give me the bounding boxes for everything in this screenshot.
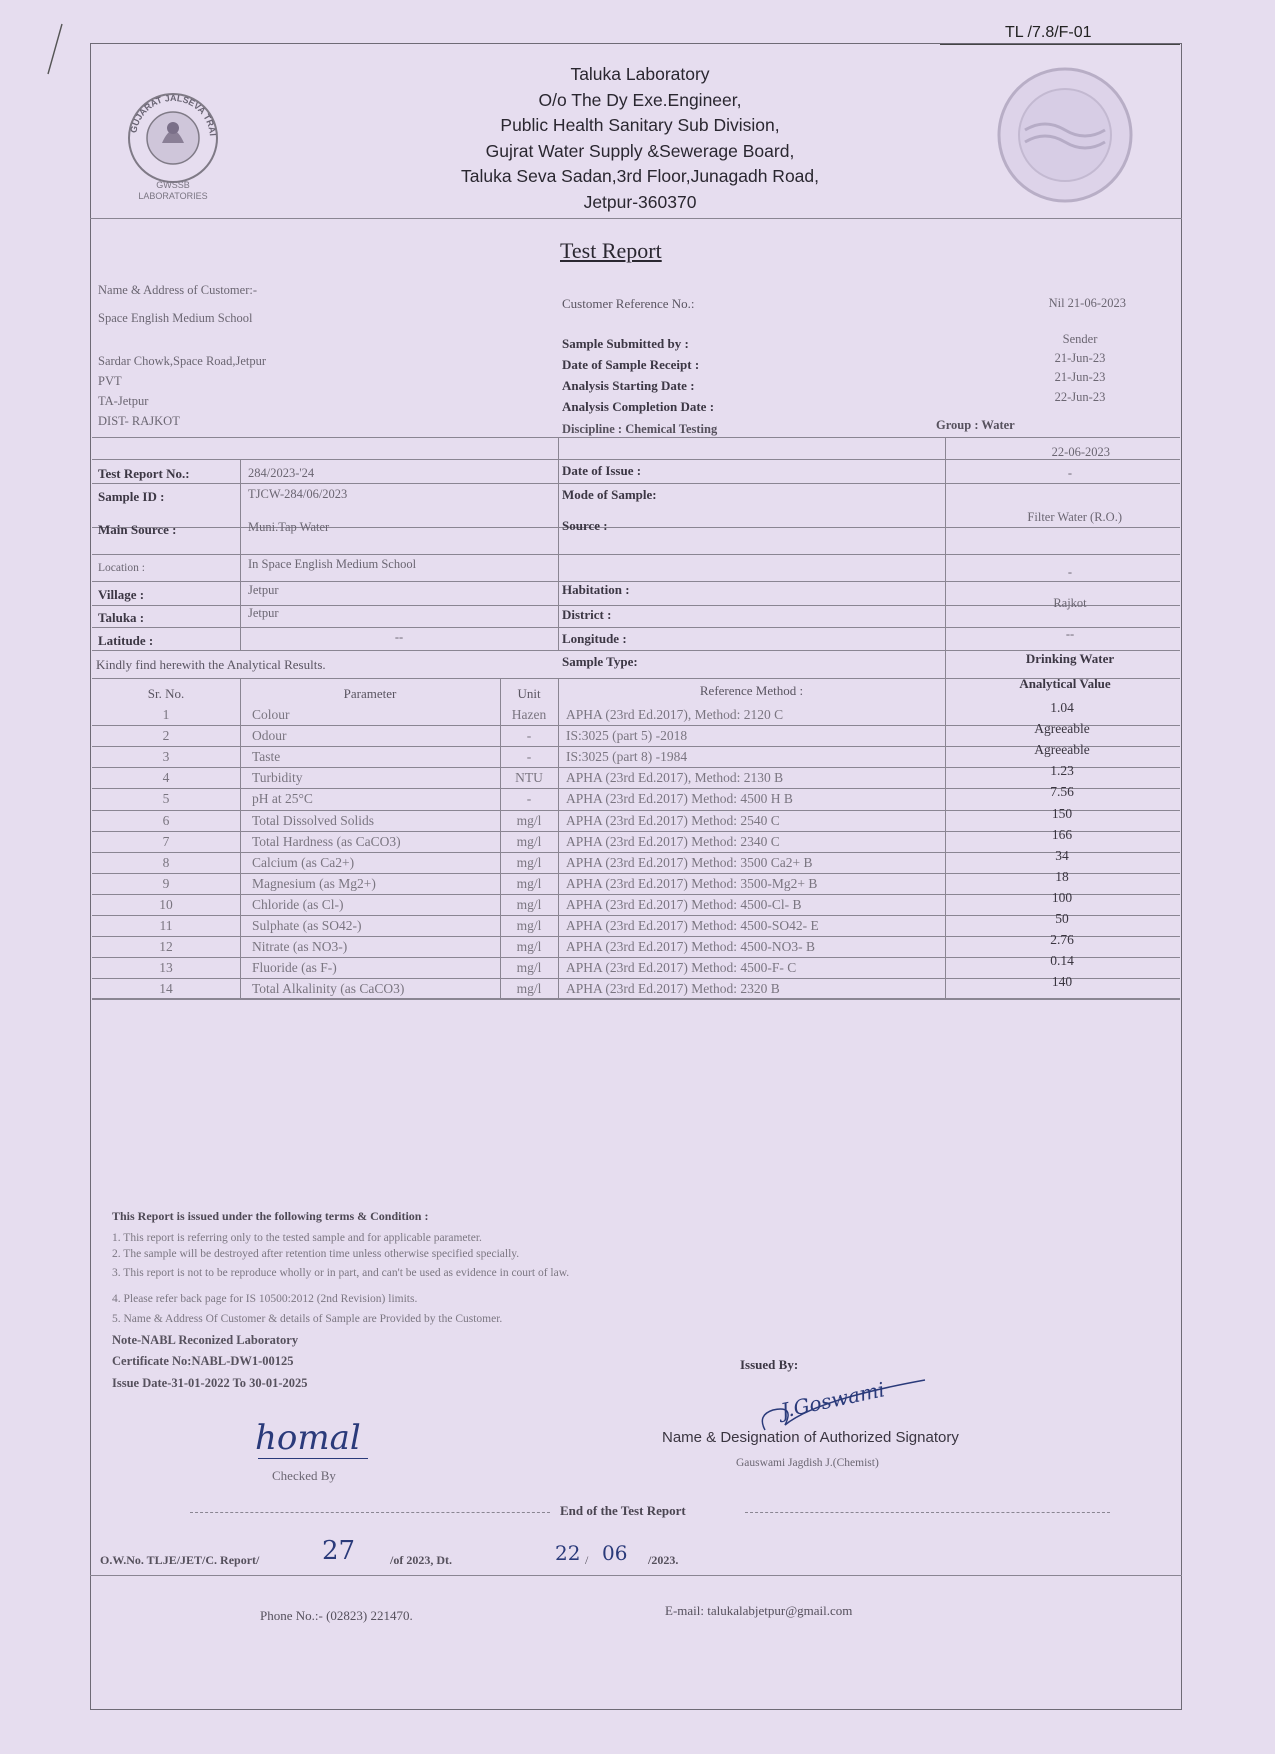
longitude-label: Longitude : [562,631,627,646]
row-sr-no: 5 [162,791,170,807]
row-method: APHA (23rd Ed.2017) Method: 2320 B [566,981,780,997]
row-divider [92,999,1180,1000]
latitude-value: -- [394,630,404,644]
row-method: APHA (23rd Ed.2017), Method: 2120 C [566,707,784,722]
sample-type-label: Sample Type: [562,654,638,669]
outward-prefix: O.W.No. TLJE/JET/C. Report/ [100,1553,260,1567]
row-analytical-value: 140 [1051,974,1073,990]
outward-mid: /of 2023, Dt. [390,1553,452,1567]
outward-day: 22 [555,1541,581,1565]
row-method: APHA (23rd Ed.2017) Method: 2540 C [566,812,780,828]
row-parameter: Nitrate (as NO3-) [252,939,348,955]
report-no-label: Test Report No.: [98,466,190,481]
terms-heading: This Report is issued under the following terms & Condition : [112,1209,429,1223]
group-label: Group : Water [936,418,1015,432]
source-value: Filter Water (R.O.) [1027,510,1122,524]
gwssb-logo [118,88,228,203]
end-of-report-text: End of the Test Report [560,1503,686,1518]
source-label: Source : [562,518,608,533]
row-parameter: Fluoride (as F-) [252,960,337,976]
row-sr-no: 2 [162,728,170,744]
end-rule-right [745,1512,1110,1513]
header-line-5: Taluka Seva Sadan,3rd Floor,Junagadh Road, [460,166,820,186]
row-sr-no: 7 [162,833,170,849]
report-no-value: 284/2023-'24 [248,466,315,480]
nabl-issue-date: Issue Date-31-01-2022 To 30-01-2025 [112,1376,308,1390]
header-line-1: Taluka Laboratory [570,64,710,84]
row-method: APHA (23rd Ed.2017) Method: 4500-NO3- B [566,939,815,955]
row-parameter: Calcium (as Ca2+) [252,854,355,870]
end-rule-left [190,1512,550,1513]
email-address: E-mail: talukalabjetpur@gmail.com [665,1603,853,1618]
row-analytical-value: 34 [1055,847,1069,863]
row-analytical-value: 150 [1051,805,1073,821]
longitude-value: -- [1065,627,1075,641]
customer-line-2: Sardar Chowk,Space Road,Jetpur [98,354,267,368]
row-parameter: Total Dissolved Solids [252,812,375,828]
outward-slash: / [585,1553,589,1567]
row-sr-no: 4 [162,770,170,786]
row-method: APHA (23rd Ed.2017) Method: 4500-Cl- B [566,896,802,912]
row-unit: - [526,791,532,807]
row-analytical-value: 2.76 [1050,932,1074,948]
habitation-label: Habitation : [562,582,630,597]
customer-line-3: PVT [98,374,122,388]
outward-month: 06 [602,1541,628,1565]
row-parameter: Colour [252,707,290,722]
discipline-label: Discipline : Chemical Testing [562,422,718,436]
row-sr-no: 10 [159,896,173,912]
row-analytical-value: 1.23 [1050,763,1074,779]
customer-ref-label: Customer Reference No.: [562,296,695,311]
checked-signature-underline [258,1458,368,1459]
row-sr-no: 14 [159,981,173,997]
header-line-6: Jetpur-360370 [583,191,697,212]
row-analytical-value: 166 [1051,826,1073,842]
row-method: APHA (23rd Ed.2017), Method: 2130 B [566,770,784,786]
nabl-seal-logo [990,60,1140,215]
row-parameter: pH at 25°C [252,791,313,807]
customer-ref-value: Nil 21-06-2023 [1048,296,1126,310]
row-unit: - [526,749,532,765]
checked-by-signature: homal [255,1418,361,1458]
sample-mode-label: Mode of Sample: [562,487,657,502]
logo-left-caption-2: LABORATORIES [138,191,208,201]
nabl-note: Note-NABL Reconized Laboratory [112,1333,299,1347]
pen-mark-icon [40,20,70,80]
authorized-signatory-label: Name & Designation of Authorized Signatory [662,1429,959,1446]
district-label: District : [562,607,612,622]
sample-id-label: Sample ID : [98,489,165,504]
term-item-1: 1. This report is referring only to the tested sample and for applicable parameter. [112,1232,482,1244]
row-sr-no: 1 [162,707,170,722]
row-unit: NTU [515,770,543,786]
row-sr-no: 12 [159,939,173,955]
lab-address-header [360,62,920,215]
receipt-date-label: Date of Sample Receipt : [562,357,700,372]
row-method: IS:3025 (part 5) -2018 [566,728,688,744]
row-analytical-value: 50 [1055,911,1069,926]
row-unit: Hazen [511,707,547,722]
row-unit: - [526,728,532,744]
row-method: APHA (23rd Ed.2017) Method: 2340 C [566,833,780,849]
row-parameter: Magnesium (as Mg2+) [252,875,376,891]
customer-label: Name & Address of Customer:- [98,283,258,297]
sample-id-value: TJCW-284/06/2023 [248,487,348,501]
row-unit: mg/l [516,812,542,828]
issued-by-label: Issued By: [740,1357,799,1372]
row-sr-no: 6 [162,812,170,828]
row-sr-no: 13 [159,960,173,976]
district-value: Rajkot [1053,596,1087,610]
logo-left-caption-1: GWSSB [156,180,190,190]
checked-by-label: Checked By [272,1468,336,1483]
issue-date-label: Date of Issue : [562,463,642,478]
row-sr-no: 3 [162,749,170,765]
analysis-start-value: 21-Jun-23 [1054,370,1106,384]
main-source-label: Main Source : [98,522,177,537]
header-line-2: O/o The Dy Exe.Engineer, [538,89,742,110]
issue-date-value: 22-06-2023 [1051,445,1110,459]
row-parameter: Chloride (as Cl-) [252,896,344,912]
row-method: APHA (23rd Ed.2017) Method: 4500-SO42- E [566,918,819,933]
taluka-value: Jetpur [248,606,279,620]
row-unit: mg/l [516,981,542,997]
row-analytical-value: 100 [1051,889,1073,905]
taluka-label: Taluka : [98,610,145,625]
analysis-completion-label: Analysis Completion Date : [562,399,715,414]
row-analytical-value: 0.14 [1050,953,1074,969]
row-analytical-value: Agreeable [1034,742,1090,758]
row-method: APHA (23rd Ed.2017) Method: 4500-F- C [566,960,797,976]
row-analytical-value: 1.04 [1050,700,1074,715]
col-header-method: Reference Method : [699,683,804,698]
location-value: In Space English Medium School [248,557,417,571]
analysis-completion-value: 22-Jun-23 [1054,390,1106,404]
row-parameter: Total Hardness (as CaCO3) [252,833,401,849]
row-parameter: Total Alkalinity (as CaCO3) [252,981,405,997]
latitude-label: Latitude : [98,633,154,648]
nabl-certificate: Certificate No:NABL-DW1-00125 [112,1354,294,1368]
authorized-signatory-name: Gauswami Jagdish J.(Chemist) [736,1457,879,1469]
receipt-date-value: 21-Jun-23 [1054,351,1106,365]
row-sr-no: 8 [162,854,170,870]
term-item-3: 3. This report is not to be reproduce wholly or in part, and can't be used as evidence in court of law. [112,1267,570,1279]
sample-type-value: Drinking Water [1025,651,1115,666]
col-header-unit: Unit [517,686,541,701]
document-code: TL /7.8/F-01 [1005,24,1092,41]
sample-mode-value: - [1067,466,1073,480]
row-method: APHA (23rd Ed.2017) Method: 3500-Mg2+ B [566,875,818,891]
row-parameter: Turbidity [252,770,303,786]
row-unit: mg/l [516,939,542,955]
row-unit: mg/l [516,854,542,870]
analysis-start-label: Analysis Starting Date : [562,378,695,393]
habitation-value: - [1067,565,1073,579]
village-value: Jetpur [248,583,279,597]
village-label: Village : [98,587,145,602]
row-analytical-value: 18 [1055,868,1069,884]
row-sr-no: 9 [162,875,170,891]
results-intro: Kindly find herewith the Analytical Results. [96,657,326,672]
submitted-by-label: Sample Submitted by : [562,336,689,351]
logo-left-arc-text: GUJARAT JALSEVA TRAI [128,92,218,137]
phone-number: Phone No.:- (02823) 221470. [260,1608,413,1623]
col-header-parameter: Parameter [343,686,397,701]
term-item-5: 5. Name & Address Of Customer & details of Sample are Provided by the Customer. [112,1313,503,1325]
header-line-3: Public Health Sanitary Sub Division, [500,115,780,135]
row-parameter: Taste [252,749,281,765]
submitted-by-value: Sender [1062,332,1098,346]
row-unit: mg/l [516,875,542,891]
row-method: APHA (23rd Ed.2017) Method: 4500 H B [566,791,793,807]
row-analytical-value: Agreeable [1034,721,1090,737]
row-unit: mg/l [516,918,542,933]
location-label: Location : [98,562,145,574]
main-source-value: Muni.Tap Water [248,520,330,534]
row-parameter: Odour [252,728,287,744]
water-board-seal-icon [990,60,1140,210]
row-parameter: Sulphate (as SO42-) [252,918,362,933]
outward-year: /2023. [648,1553,679,1567]
row-method: IS:3025 (part 8) -1984 [566,749,688,765]
row-unit: mg/l [516,896,542,912]
header-line-4: Gujrat Water Supply &Sewerage Board, [485,140,795,161]
issued-by-signature: J.Goswami [778,1377,887,1423]
col-header-value: Analytical Value [1019,676,1111,691]
row-sr-no: 11 [159,918,173,933]
customer-line-1: Space English Medium School [98,311,253,325]
col-header-sr: Sr. No. [147,686,185,701]
outward-number: 27 [322,1536,356,1566]
row-unit: mg/l [516,960,542,976]
customer-line-5: DIST- RAJKOT [98,414,180,428]
row-unit: mg/l [516,833,542,849]
customer-line-4: TA-Jetpur [98,394,149,408]
page-title: Test Report [560,238,662,263]
row-method: APHA (23rd Ed.2017) Method: 3500 Ca2+ B [566,854,813,870]
row-analytical-value: 7.56 [1050,784,1074,800]
term-item-2: 2. The sample will be destroyed after retention time unless otherwise specified specially. [112,1248,520,1260]
term-item-4: 4. Please refer back page for IS 10500:2012 (2nd Revision) limits. [112,1293,418,1305]
